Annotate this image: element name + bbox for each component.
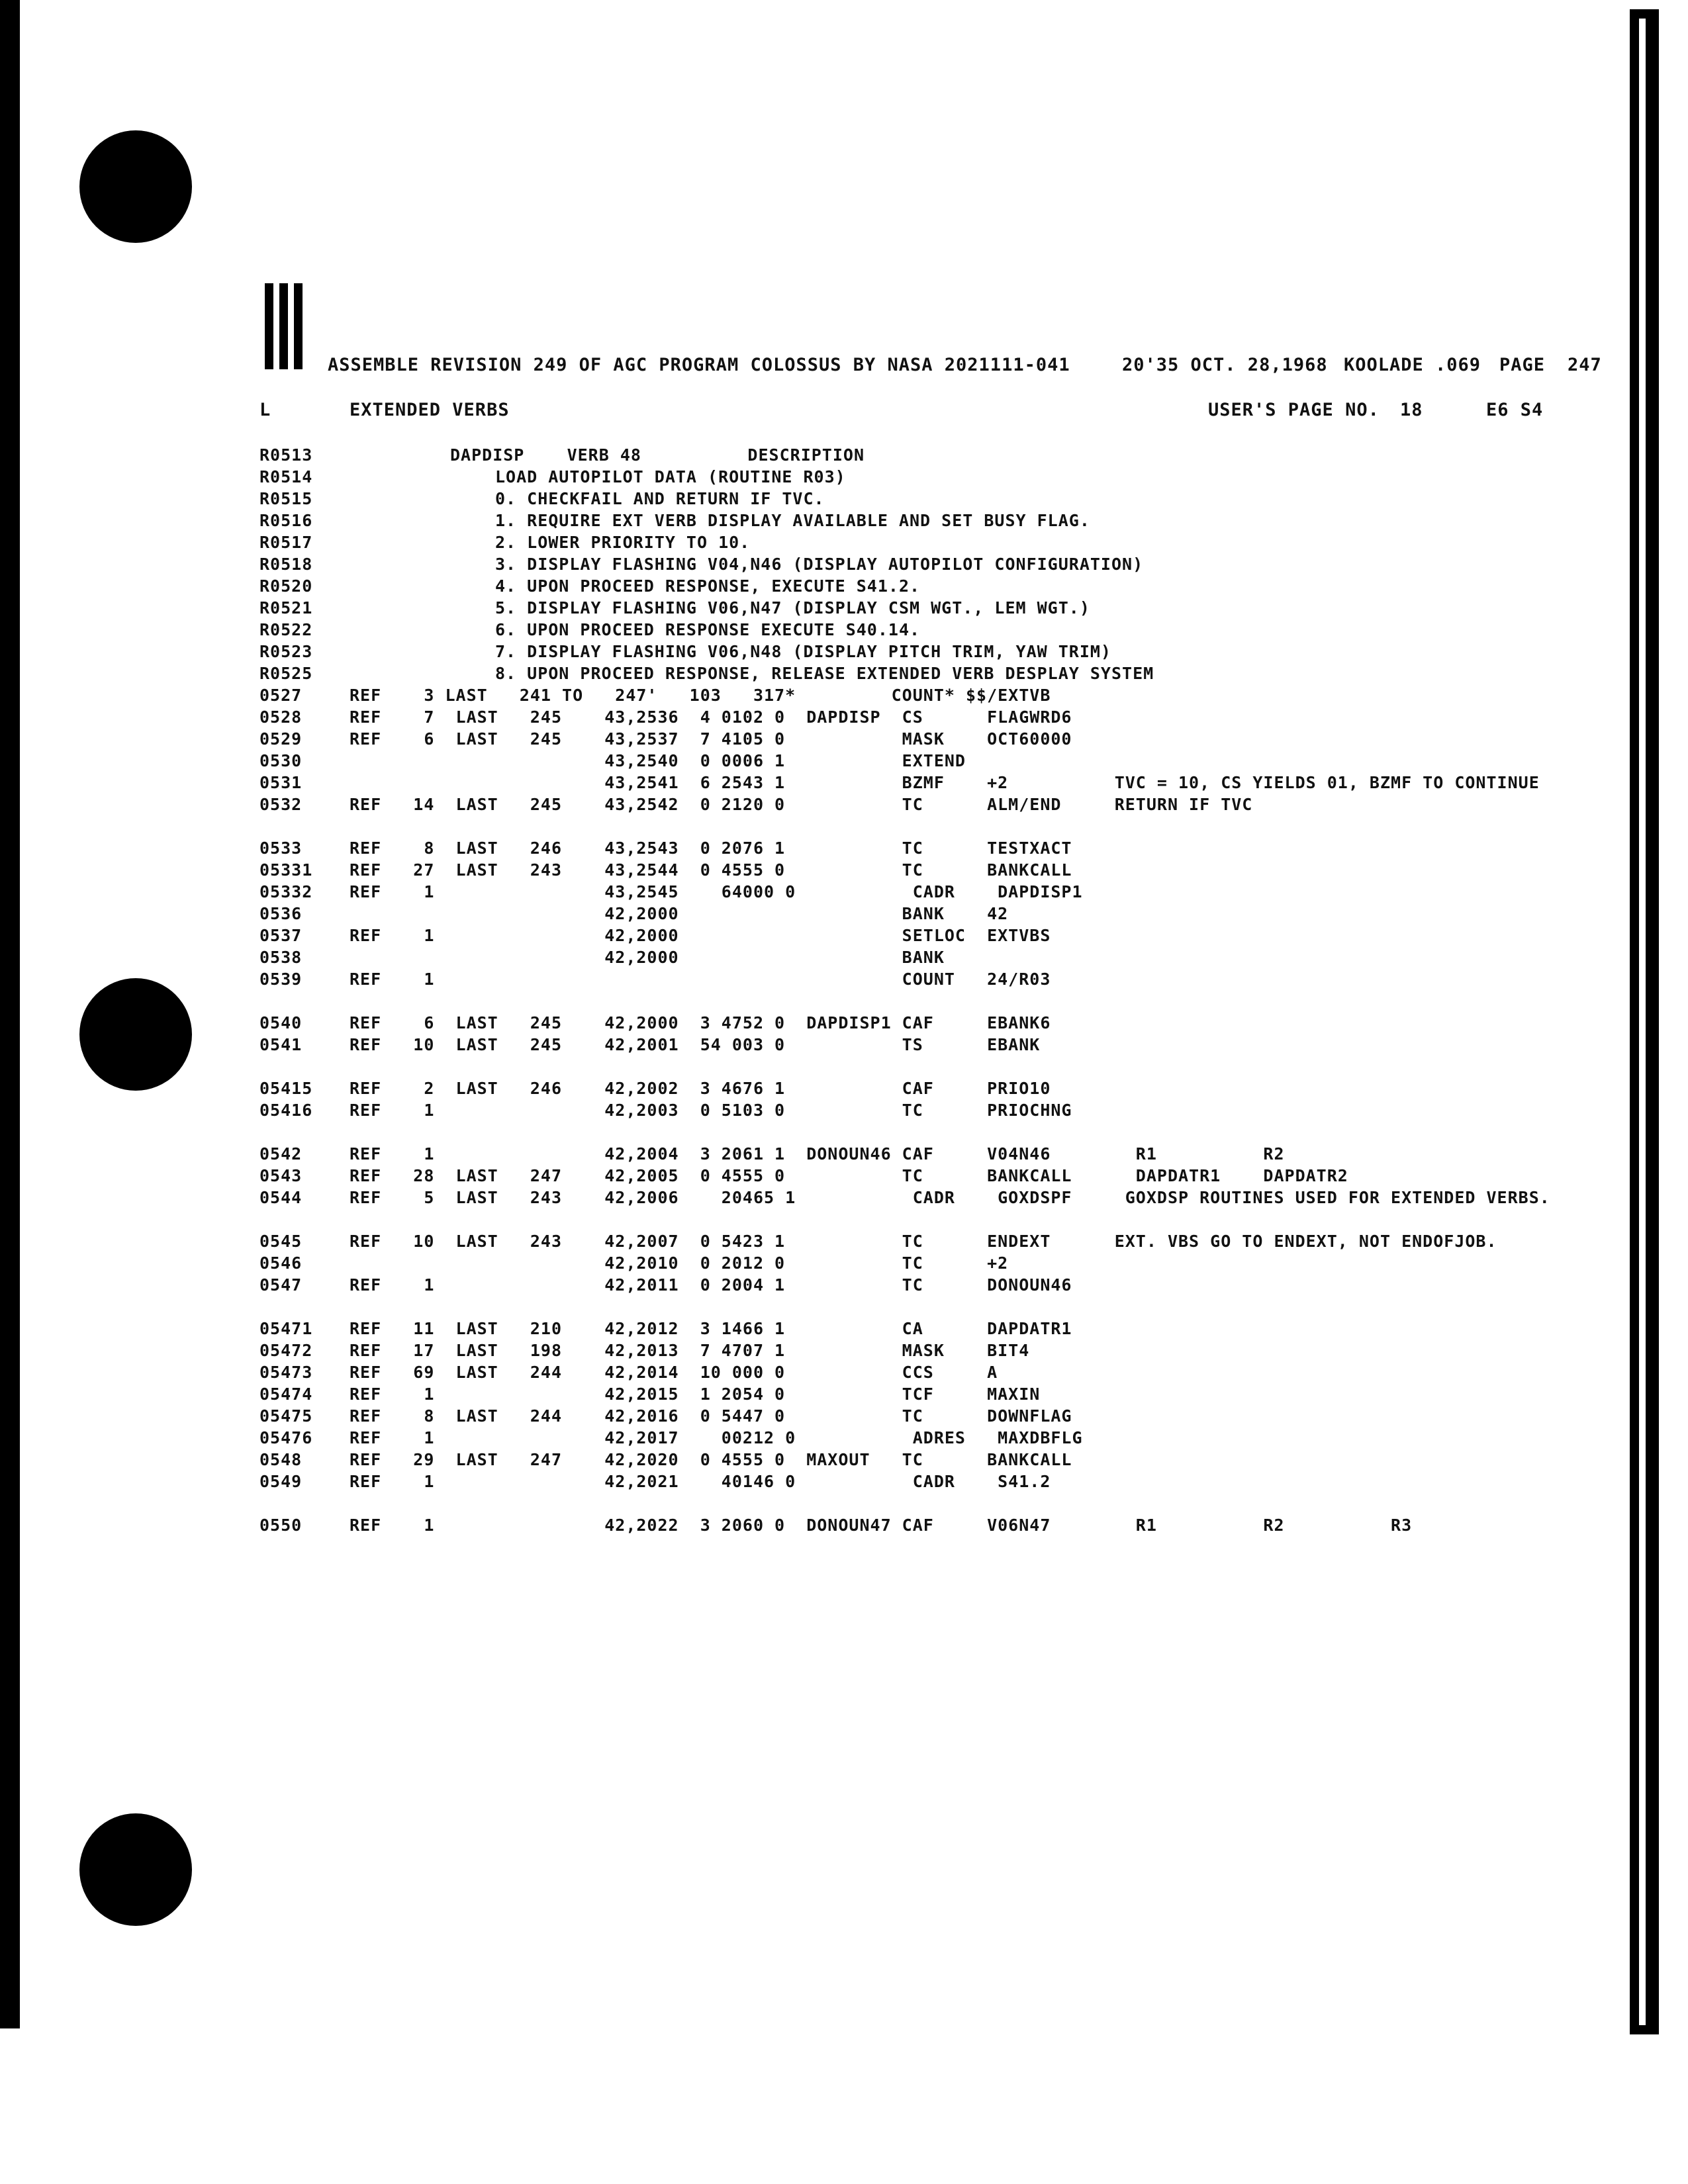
line-number: R0514 (259, 467, 313, 486)
line-number: 0537 (259, 926, 303, 945)
listing-row: REF 1 42,2000 SETLOC EXTVBS (350, 926, 1051, 945)
listing-row: REF 1 42,2015 1 2054 0 TCF MAXIN (350, 1385, 1041, 1404)
line-number: 0541 (259, 1035, 303, 1054)
listing-row: 42,2000 BANK (350, 948, 945, 967)
listing-row: REF 1 42,2003 0 5103 0 TC PRIOCHNG (350, 1101, 1072, 1120)
listing-row: REF 5 LAST 243 42,2006 20465 1 CADR GOXDSPF GOXDSP ROUTINES USED FOR EXTENDED VERBS. (350, 1188, 1550, 1207)
line-number: 0528 (259, 707, 303, 727)
line-number: 05474 (259, 1385, 313, 1404)
listing-row: 2. LOWER PRIORITY TO 10. (495, 533, 751, 552)
line-number: R0516 (259, 511, 313, 530)
listing-row: REF 3 LAST 241 TO 247' 103 317* COUNT* $$/EXTVB (350, 686, 1051, 705)
line-number: 05475 (259, 1406, 313, 1426)
line-number: 05331 (259, 860, 313, 880)
line-number: 05472 (259, 1341, 313, 1360)
listing-row: REF 1 42,2011 0 2004 1 TC DONOUN46 (350, 1275, 1072, 1295)
listing-row: REF 10 LAST 243 42,2007 0 5423 1 TC ENDEXT EXT. VBS GO TO ENDEXT, NOT ENDOFJOB. (350, 1232, 1497, 1251)
listing-row: 42,2000 BANK 42 (350, 904, 1009, 923)
listing-row: REF 1 42,2017 00212 0 ADRES MAXDBFLG (350, 1428, 1083, 1447)
listing-row: REF 6 LAST 245 42,2000 3 4752 0 DAPDISP1 CAF EBANK6 (350, 1013, 1051, 1032)
line-number: R0517 (259, 533, 313, 552)
listing-row: 4. UPON PROCEED RESPONSE, EXECUTE S41.2. (495, 576, 921, 596)
line-number: 0542 (259, 1144, 303, 1163)
line-number: 0527 (259, 686, 303, 705)
line-number: 0546 (259, 1253, 303, 1273)
assemble-line: ASSEMBLE REVISION 249 OF AGC PROGRAM COLOSSUS BY NASA 2021111-041 (328, 355, 1070, 375)
listing-row: 6. UPON PROCEED RESPONSE EXECUTE S40.14. (495, 620, 921, 639)
line-number: 0533 (259, 839, 303, 858)
page-number: 247 (1568, 355, 1602, 375)
line-number: R0513 (259, 445, 313, 465)
line-number: R0522 (259, 620, 313, 639)
line-number: 0538 (259, 948, 303, 967)
right-scan-frame (1630, 9, 1659, 2034)
line-number: 0540 (259, 1013, 303, 1032)
line-number: 05416 (259, 1101, 313, 1120)
line-number: 0543 (259, 1166, 303, 1185)
line-number: 0529 (259, 729, 303, 749)
line-number: 0549 (259, 1472, 303, 1491)
listing-row: REF 2 LAST 246 42,2002 3 4676 1 CAF PRIO10 (350, 1079, 1051, 1098)
listing-row: LOAD AUTOPILOT DATA (ROUTINE R03) (495, 467, 846, 486)
line-number: R0520 (259, 576, 313, 596)
listing-row: REF 69 LAST 244 42,2014 10 000 0 CCS A (350, 1363, 998, 1382)
listing-row: DAPDISP VERB 48 DESCRIPTION (450, 445, 865, 465)
time-date: 20'35 OCT. 28,1968 (1122, 355, 1328, 375)
listing-row: REF 8 LAST 246 43,2543 0 2076 1 TC TESTXACT (350, 839, 1072, 858)
col-l: L (259, 400, 271, 420)
listing-row: REF 8 LAST 244 42,2016 0 5447 0 TC DOWNFLAG (350, 1406, 1072, 1426)
line-number: 05473 (259, 1363, 313, 1382)
listing-row: REF 1 COUNT 24/R03 (350, 970, 1051, 989)
listing-row: 42,2010 0 2012 0 TC +2 (350, 1253, 1009, 1273)
line-number: 05415 (259, 1079, 313, 1098)
line-number: 0539 (259, 970, 303, 989)
listing-row: REF 1 42,2004 3 2061 1 DONOUN46 CAF V04N46 R1 R2 (350, 1144, 1285, 1163)
punch-hole-middle (79, 978, 192, 1091)
section-title: EXTENDED VERBS (350, 400, 510, 420)
listing-row: REF 1 42,2022 3 2060 0 DONOUN47 CAF V06N47 R1 R2 R3 (350, 1516, 1413, 1535)
line-number: 0548 (259, 1450, 303, 1469)
listing-row: 0. CHECKFAIL AND RETURN IF TVC. (495, 489, 825, 508)
listing-row: REF 29 LAST 247 42,2020 0 4555 0 MAXOUT TC BANKCALL (350, 1450, 1072, 1469)
page-label: PAGE (1499, 355, 1546, 375)
line-number: R0523 (259, 642, 313, 661)
listing-row: REF 11 LAST 210 42,2012 3 1466 1 CA DAPDATR1 (350, 1319, 1072, 1338)
line-number: 0547 (259, 1275, 303, 1295)
line-number: 05476 (259, 1428, 313, 1447)
listing-row: 5. DISPLAY FLASHING V06,N47 (DISPLAY CSM WGT., LEM WGT.) (495, 598, 1090, 617)
listing-row: REF 1 43,2545 64000 0 CADR DAPDISP1 (350, 882, 1083, 901)
line-number: R0521 (259, 598, 313, 617)
line-number: 0536 (259, 904, 303, 923)
line-number: R0518 (259, 555, 313, 574)
users-page-label: USER'S PAGE NO. (1208, 400, 1380, 420)
listing-row: REF 10 LAST 245 42,2001 54 003 0 TS EBANK (350, 1035, 1041, 1054)
listing-row: 1. REQUIRE EXT VERB DISPLAY AVAILABLE AND SET BUSY FLAG. (495, 511, 1090, 530)
listing-row: REF 6 LAST 245 43,2537 7 4105 0 MASK OCT60000 (350, 729, 1072, 749)
listing-row: REF 27 LAST 243 43,2544 0 4555 0 TC BANKCALL (350, 860, 1072, 880)
left-scan-border (0, 0, 20, 2028)
line-number: 0530 (259, 751, 303, 770)
printer-logo-icon (263, 283, 305, 369)
users-page-number: 18 (1400, 400, 1423, 420)
listing-row: 43,2540 0 0006 1 EXTEND (350, 751, 966, 770)
line-number: 0545 (259, 1232, 303, 1251)
listing-row: 8. UPON PROCEED RESPONSE, RELEASE EXTENDED VERB DESPLAY SYSTEM (495, 664, 1154, 683)
koolade-version: KOOLADE .069 (1344, 355, 1481, 375)
listing-row: REF 17 LAST 198 42,2013 7 4707 1 MASK BIT4 (350, 1341, 1030, 1360)
line-number: 05332 (259, 882, 313, 901)
line-number: R0515 (259, 489, 313, 508)
listing-row: 43,2541 6 2543 1 BZMF +2 TVC = 10, CS YIELDS 01, BZMF TO CONTINUE (350, 773, 1540, 792)
listing-row: REF 14 LAST 245 43,2542 0 2120 0 TC ALM/END RETURN IF TVC (350, 795, 1253, 814)
line-number: R0525 (259, 664, 313, 683)
line-number: 0532 (259, 795, 303, 814)
line-number: 0550 (259, 1516, 303, 1535)
line-number: 0531 (259, 773, 303, 792)
punch-hole-bottom (79, 1813, 192, 1926)
line-number: 05471 (259, 1319, 313, 1338)
listing-row: 7. DISPLAY FLASHING V06,N48 (DISPLAY PITCH TRIM, YAW TRIM) (495, 642, 1111, 661)
section-code: E6 S4 (1486, 400, 1544, 420)
listing-row: REF 28 LAST 247 42,2005 0 4555 0 TC BANKCALL DAPDATR1 DAPDATR2 (350, 1166, 1348, 1185)
listing-row: 3. DISPLAY FLASHING V04,N46 (DISPLAY AUTOPILOT CONFIGURATION) (495, 555, 1144, 574)
listing-row: REF 7 LAST 245 43,2536 4 0102 0 DAPDISP CS FLAGWRD6 (350, 707, 1072, 727)
listing-row: REF 1 42,2021 40146 0 CADR S41.2 (350, 1472, 1051, 1491)
line-number: 0544 (259, 1188, 303, 1207)
punch-hole-top (79, 130, 192, 243)
